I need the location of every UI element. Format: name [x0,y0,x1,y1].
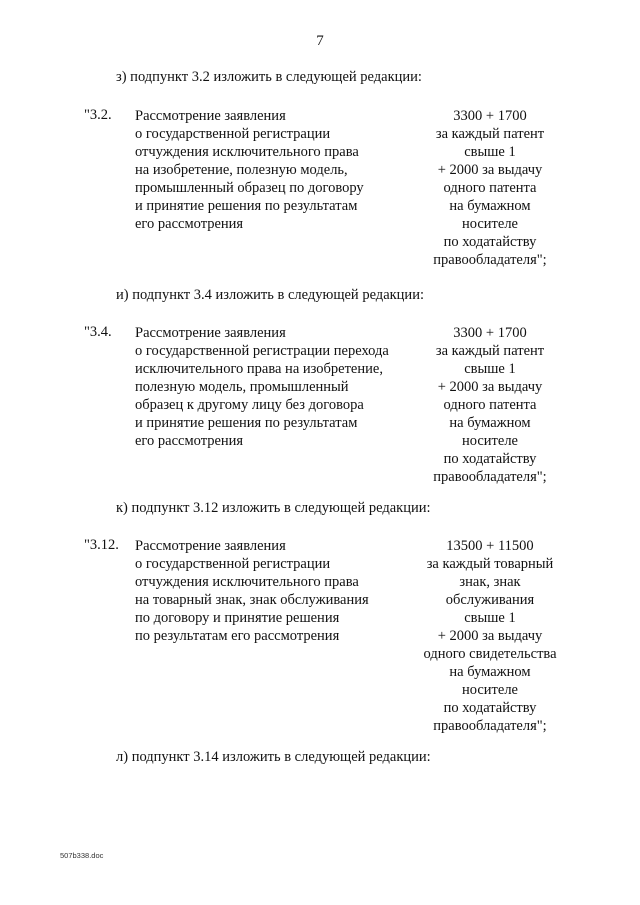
fee-line: на бумажном [449,198,531,214]
fee-line: по ходатайству [443,451,537,467]
item-description [135,107,425,233]
fee-line: свыше 1 [464,361,516,377]
description-line: промышленный образец по договору [135,180,364,196]
fee-line: 3300 + 1700 [453,325,527,341]
description-line: полезную модель, промышленный [135,379,349,395]
fee-line: + 2000 за выдачу [437,379,543,395]
description-line: о государственной регистрации [135,126,331,142]
item-number: "3.12. [84,537,119,553]
description-line: о государственной регистрации [135,556,331,572]
description-line: и принятие решения по результатам [135,198,358,214]
description-line: о государственной регистрации перехода [135,343,389,359]
description-line: Рассмотрение заявления [135,538,286,554]
instruction-3-2: з) подпункт 3.2 изложить в следующей редакции: [116,69,422,85]
fee-line: правообладателя"; [433,469,547,485]
fee-line: одного патента [443,180,537,196]
fee-line: носителе [461,682,518,698]
fee-line: по ходатайству [443,700,537,716]
instruction-3-14: л) подпункт 3.14 изложить в следующей редакции: [116,749,431,765]
fee-line: правообладателя"; [433,718,547,734]
fee-line: за каждый патент [435,343,545,359]
fee-line: носителе [461,433,518,449]
item-number: "3.2. [84,107,112,123]
item-fee [405,324,575,486]
fee-line: знак, знак [459,574,521,590]
fee-line: одного патента [443,397,537,413]
instruction-3-4: и) подпункт 3.4 изложить в следующей редакции: [116,287,424,303]
file-footer: 507b338.doc [60,851,104,860]
page-number: 7 [316,33,324,49]
description-line: отчуждения исключительного права [135,144,359,160]
item-description [135,537,425,645]
fee-line: по ходатайству [443,234,537,250]
fee-line: правообладателя"; [433,252,547,268]
fee-line: 13500 + 11500 [446,538,534,554]
description-line: по результатам его рассмотрения [135,628,340,644]
fee-line: 3300 + 1700 [453,108,527,124]
fee-line: на бумажном [449,664,531,680]
fee-line: свыше 1 [464,610,516,626]
description-line: по договору и принятие решения [135,610,340,626]
fee-line: свыше 1 [464,144,516,160]
description-line: Рассмотрение заявления [135,325,286,341]
description-line: на изобретение, полезную модель, [135,162,348,178]
fee-line: обслуживания [445,592,535,608]
description-line: отчуждения исключительного права [135,574,359,590]
description-line: на товарный знак, знак обслуживания [135,592,369,608]
fee-line: за каждый товарный [426,556,554,572]
description-line: исключительного права на изобретение, [135,361,383,377]
fee-line: одного свидетельства [423,646,557,662]
description-line: образец к другому лицу без договора [135,397,364,413]
description-line: и принятие решения по результатам [135,415,358,431]
description-line: Рассмотрение заявления [135,108,286,124]
instruction-3-12: к) подпункт 3.12 изложить в следующей редакции: [116,500,431,516]
fee-line: за каждый патент [435,126,545,142]
fee-line: + 2000 за выдачу [437,628,543,644]
item-fee [405,107,575,269]
item-fee [405,537,575,735]
fee-line: + 2000 за выдачу [437,162,543,178]
description-line: его рассмотрения [135,216,244,232]
fee-line: носителе [461,216,518,232]
item-description [135,324,425,450]
description-line: его рассмотрения [135,433,244,449]
item-number: "3.4. [84,324,112,340]
fee-line: на бумажном [449,415,531,431]
